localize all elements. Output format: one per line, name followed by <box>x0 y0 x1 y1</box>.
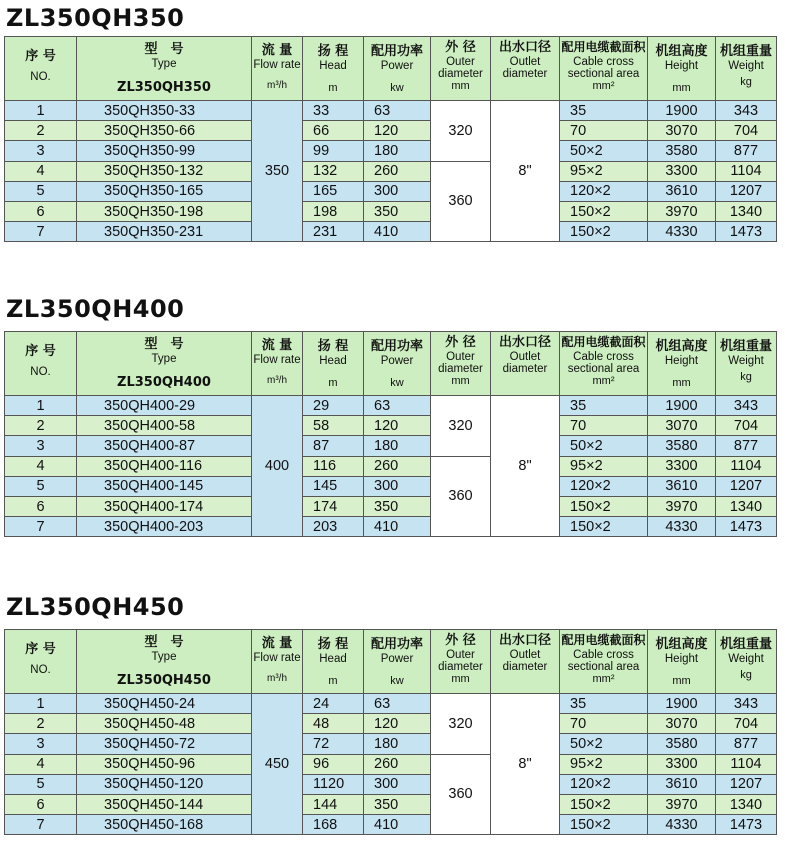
row-power: 300 <box>364 774 431 794</box>
table-row <box>5 754 777 774</box>
table-row <box>5 181 777 201</box>
col-header-flow: 流 量 Flow rate m³/h <box>252 630 303 694</box>
row-model: 350QH400-87 <box>77 436 252 456</box>
row-model: 350QH400-145 <box>77 476 252 496</box>
row-model: 350QH450-120 <box>77 774 252 794</box>
row-head: 203 <box>303 517 364 537</box>
row-height: 3300 <box>648 754 716 774</box>
row-height: 3580 <box>648 734 716 754</box>
row-index: 6 <box>5 794 77 814</box>
flow-rate-cell: 450 <box>252 694 303 835</box>
row-power: 410 <box>364 222 431 242</box>
row-model: 350QH350-33 <box>77 101 252 121</box>
row-cable: 150×2 <box>560 815 648 835</box>
outer-diameter-cell: 320 <box>431 101 491 162</box>
col-header-flow: 流 量 Flow rate m³/h <box>252 37 303 101</box>
row-cable: 70 <box>560 416 648 436</box>
col-header-outer-diameter: 外 径 Outer diameter mm <box>431 37 491 101</box>
row-weight: 1207 <box>716 476 777 496</box>
table-title: ZL350QH450 <box>6 593 185 621</box>
row-power: 120 <box>364 416 431 436</box>
row-weight: 704 <box>716 714 777 734</box>
table-row <box>5 517 777 537</box>
table-row <box>5 222 777 242</box>
col-header-head: 扬 程 Head m <box>303 332 364 396</box>
row-weight: 877 <box>716 436 777 456</box>
row-head: 29 <box>303 396 364 416</box>
row-height: 3610 <box>648 476 716 496</box>
row-cable: 120×2 <box>560 181 648 201</box>
col-header-weight: 机组重量 Weight kg <box>716 332 777 396</box>
row-head: 96 <box>303 754 364 774</box>
row-cable: 95×2 <box>560 754 648 774</box>
flow-rate-cell: 400 <box>252 396 303 537</box>
row-model: 350QH400-203 <box>77 517 252 537</box>
row-height: 4330 <box>648 815 716 835</box>
row-power: 180 <box>364 141 431 161</box>
row-power: 410 <box>364 517 431 537</box>
row-model: 350QH400-174 <box>77 496 252 516</box>
table-row <box>5 815 777 835</box>
row-power: 300 <box>364 476 431 496</box>
row-model: 350QH400-29 <box>77 396 252 416</box>
col-header-head: 扬 程 Head m <box>303 37 364 101</box>
row-height: 3970 <box>648 201 716 221</box>
row-power: 120 <box>364 714 431 734</box>
table-row <box>5 436 777 456</box>
row-index: 4 <box>5 754 77 774</box>
row-model: 350QH350-132 <box>77 161 252 181</box>
row-height: 3070 <box>648 121 716 141</box>
row-weight: 1207 <box>716 774 777 794</box>
col-header-cable: 配用电缆截面积 Cable cross sectional area mm² <box>560 332 648 396</box>
row-cable: 150×2 <box>560 496 648 516</box>
col-header-type: 型 号 Type ZL350QH450 <box>77 630 252 694</box>
table-row <box>5 201 777 221</box>
table-row <box>5 794 777 814</box>
row-cable: 95×2 <box>560 161 648 181</box>
row-power: 180 <box>364 734 431 754</box>
row-weight: 704 <box>716 121 777 141</box>
col-header-power: 配用功率 Power kw <box>364 332 431 396</box>
col-header-height: 机组高度 Height mm <box>648 37 716 101</box>
table-row <box>5 416 777 436</box>
spec-table <box>4 629 777 835</box>
table-row <box>5 456 777 476</box>
row-weight: 704 <box>716 416 777 436</box>
row-cable: 50×2 <box>560 436 648 456</box>
outer-diameter-cell: 320 <box>431 396 491 457</box>
row-power: 350 <box>364 496 431 516</box>
table-row <box>5 396 777 416</box>
row-cable: 70 <box>560 714 648 734</box>
col-header-index: 序 号 NO. <box>5 332 77 396</box>
row-power: 410 <box>364 815 431 835</box>
col-header-weight: 机组重量 Weight kg <box>716 37 777 101</box>
row-height: 3070 <box>648 416 716 436</box>
table-title: ZL350QH350 <box>6 4 185 32</box>
col-header-outer-diameter: 外 径 Outer diameter mm <box>431 332 491 396</box>
row-cable: 35 <box>560 694 648 714</box>
table-row <box>5 496 777 516</box>
row-height: 3970 <box>648 496 716 516</box>
table-title: ZL350QH400 <box>6 295 185 323</box>
row-cable: 120×2 <box>560 774 648 794</box>
row-index: 2 <box>5 416 77 436</box>
outlet-diameter-cell: 8" <box>491 694 560 835</box>
row-model: 350QH400-58 <box>77 416 252 436</box>
col-header-power: 配用功率 Power kw <box>364 37 431 101</box>
table-row <box>5 121 777 141</box>
table-row <box>5 101 777 121</box>
col-header-weight: 机组重量 Weight kg <box>716 630 777 694</box>
col-header-flow: 流 量 Flow rate m³/h <box>252 332 303 396</box>
col-header-power: 配用功率 Power kw <box>364 630 431 694</box>
row-cable: 70 <box>560 121 648 141</box>
col-header-height: 机组高度 Height mm <box>648 332 716 396</box>
table-header-row <box>5 630 777 694</box>
row-cable: 95×2 <box>560 456 648 476</box>
row-weight: 1207 <box>716 181 777 201</box>
row-model: 350QH350-99 <box>77 141 252 161</box>
outlet-diameter-cell: 8" <box>491 396 560 537</box>
col-header-outlet: 出水口径 Outlet diameter <box>491 630 560 694</box>
table-row <box>5 714 777 734</box>
row-index: 1 <box>5 101 77 121</box>
row-weight: 1473 <box>716 222 777 242</box>
outlet-diameter-cell: 8" <box>491 101 560 242</box>
row-weight: 1340 <box>716 794 777 814</box>
outer-diameter-cell: 360 <box>431 754 491 835</box>
row-index: 6 <box>5 201 77 221</box>
row-index: 2 <box>5 121 77 141</box>
col-header-outer-diameter: 外 径 Outer diameter mm <box>431 630 491 694</box>
row-weight: 1473 <box>716 815 777 835</box>
row-cable: 150×2 <box>560 222 648 242</box>
row-model: 350QH450-96 <box>77 754 252 774</box>
col-header-index: 序 号 NO. <box>5 630 77 694</box>
table-row <box>5 694 777 714</box>
row-power: 63 <box>364 396 431 416</box>
row-model: 350QH350-165 <box>77 181 252 201</box>
col-header-cable: 配用电缆截面积 Cable cross sectional area mm² <box>560 37 648 101</box>
outer-diameter-cell: 360 <box>431 161 491 242</box>
row-weight: 877 <box>716 141 777 161</box>
row-index: 7 <box>5 517 77 537</box>
col-header-head: 扬 程 Head m <box>303 630 364 694</box>
row-head: 66 <box>303 121 364 141</box>
row-weight: 343 <box>716 396 777 416</box>
row-model: 350QH450-72 <box>77 734 252 754</box>
row-weight: 877 <box>716 734 777 754</box>
row-cable: 150×2 <box>560 517 648 537</box>
row-height: 1900 <box>648 694 716 714</box>
row-weight: 1340 <box>716 496 777 516</box>
row-index: 3 <box>5 436 77 456</box>
row-index: 2 <box>5 714 77 734</box>
row-weight: 1104 <box>716 161 777 181</box>
table-row <box>5 141 777 161</box>
row-model: 350QH350-231 <box>77 222 252 242</box>
col-header-type: 型 号 Type ZL350QH400 <box>77 332 252 396</box>
row-head: 231 <box>303 222 364 242</box>
row-index: 5 <box>5 476 77 496</box>
row-height: 4330 <box>648 517 716 537</box>
row-weight: 1473 <box>716 517 777 537</box>
row-head: 198 <box>303 201 364 221</box>
row-power: 120 <box>364 121 431 141</box>
row-height: 3610 <box>648 774 716 794</box>
row-weight: 1340 <box>716 201 777 221</box>
row-weight: 343 <box>716 694 777 714</box>
col-header-outlet: 出水口径 Outlet diameter <box>491 37 560 101</box>
row-cable: 50×2 <box>560 141 648 161</box>
row-power: 63 <box>364 101 431 121</box>
row-model: 350QH450-24 <box>77 694 252 714</box>
row-power: 350 <box>364 201 431 221</box>
table-row <box>5 476 777 496</box>
row-power: 300 <box>364 181 431 201</box>
row-power: 260 <box>364 754 431 774</box>
row-index: 1 <box>5 694 77 714</box>
row-head: 168 <box>303 815 364 835</box>
row-model: 350QH400-116 <box>77 456 252 476</box>
col-header-type: 型 号 Type ZL350QH350 <box>77 37 252 101</box>
outer-diameter-cell: 360 <box>431 456 491 537</box>
row-index: 3 <box>5 734 77 754</box>
row-height: 3610 <box>648 181 716 201</box>
table-header-row <box>5 332 777 396</box>
col-header-height: 机组高度 Height mm <box>648 630 716 694</box>
row-head: 33 <box>303 101 364 121</box>
row-power: 180 <box>364 436 431 456</box>
row-height: 3070 <box>648 714 716 734</box>
row-index: 7 <box>5 222 77 242</box>
row-index: 4 <box>5 161 77 181</box>
row-height: 3300 <box>648 456 716 476</box>
row-power: 350 <box>364 794 431 814</box>
row-power: 260 <box>364 161 431 181</box>
row-head: 24 <box>303 694 364 714</box>
row-cable: 150×2 <box>560 201 648 221</box>
spec-table <box>4 331 777 537</box>
row-index: 5 <box>5 181 77 201</box>
row-model: 350QH350-66 <box>77 121 252 141</box>
table-row <box>5 774 777 794</box>
row-head: 87 <box>303 436 364 456</box>
row-index: 3 <box>5 141 77 161</box>
row-cable: 50×2 <box>560 734 648 754</box>
row-height: 3580 <box>648 436 716 456</box>
row-head: 1120 <box>303 774 364 794</box>
row-weight: 343 <box>716 101 777 121</box>
row-power: 260 <box>364 456 431 476</box>
flow-rate-cell: 350 <box>252 101 303 242</box>
row-cable: 35 <box>560 101 648 121</box>
row-height: 3970 <box>648 794 716 814</box>
row-weight: 1104 <box>716 456 777 476</box>
row-height: 1900 <box>648 396 716 416</box>
row-head: 132 <box>303 161 364 181</box>
col-header-outlet: 出水口径 Outlet diameter <box>491 332 560 396</box>
row-power: 63 <box>364 694 431 714</box>
row-height: 3580 <box>648 141 716 161</box>
row-height: 3300 <box>648 161 716 181</box>
row-index: 1 <box>5 396 77 416</box>
row-height: 4330 <box>648 222 716 242</box>
col-header-index: 序 号 NO. <box>5 37 77 101</box>
row-weight: 1104 <box>716 754 777 774</box>
col-header-cable: 配用电缆截面积 Cable cross sectional area mm² <box>560 630 648 694</box>
outer-diameter-cell: 320 <box>431 694 491 755</box>
row-head: 99 <box>303 141 364 161</box>
table-header-row <box>5 37 777 101</box>
row-head: 72 <box>303 734 364 754</box>
row-model: 350QH350-198 <box>77 201 252 221</box>
row-model: 350QH450-144 <box>77 794 252 814</box>
row-cable: 150×2 <box>560 794 648 814</box>
row-head: 144 <box>303 794 364 814</box>
row-model: 350QH450-168 <box>77 815 252 835</box>
row-head: 48 <box>303 714 364 734</box>
row-head: 174 <box>303 496 364 516</box>
row-head: 116 <box>303 456 364 476</box>
row-cable: 120×2 <box>560 476 648 496</box>
row-model: 350QH450-48 <box>77 714 252 734</box>
row-index: 4 <box>5 456 77 476</box>
table-row <box>5 734 777 754</box>
row-index: 6 <box>5 496 77 516</box>
row-index: 5 <box>5 774 77 794</box>
row-head: 165 <box>303 181 364 201</box>
row-head: 145 <box>303 476 364 496</box>
row-head: 58 <box>303 416 364 436</box>
row-height: 1900 <box>648 101 716 121</box>
row-index: 7 <box>5 815 77 835</box>
spec-table <box>4 36 777 242</box>
row-cable: 35 <box>560 396 648 416</box>
table-row <box>5 161 777 181</box>
